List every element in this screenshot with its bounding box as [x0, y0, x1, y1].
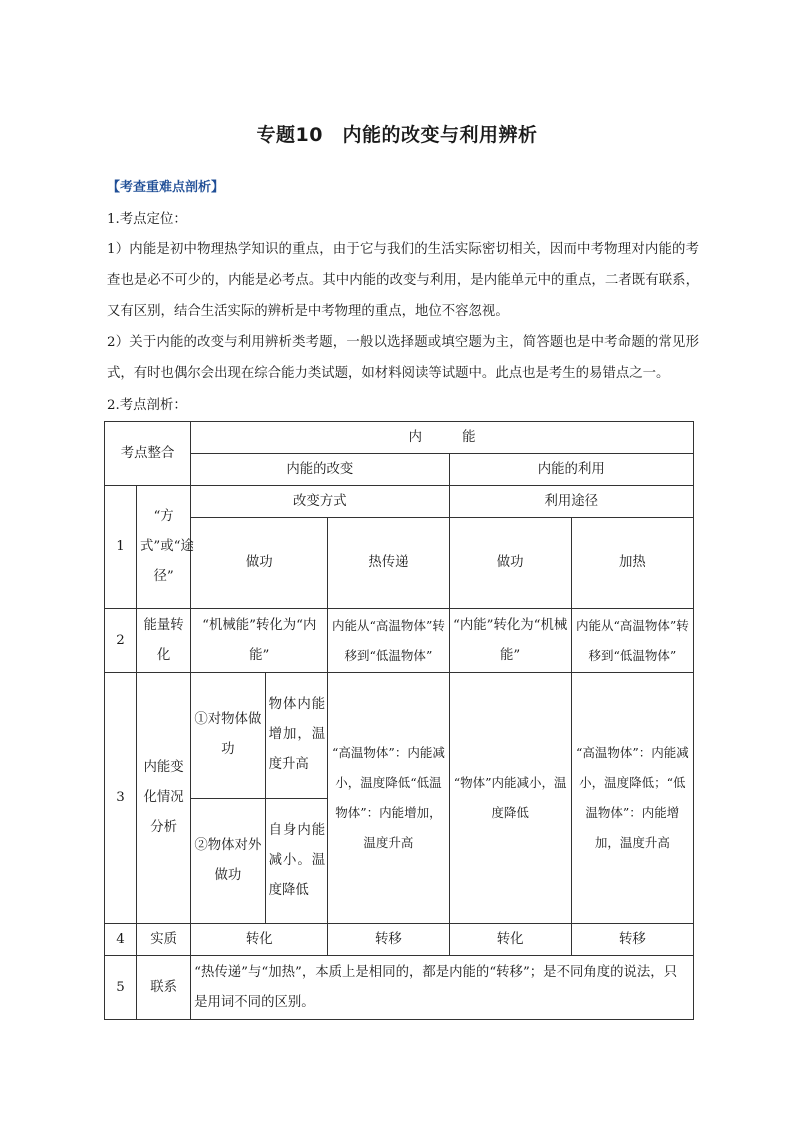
row-5-number: 5: [105, 956, 137, 1020]
row-5-label: 联系: [137, 956, 191, 1020]
cell-r4-c2: 转移: [328, 924, 449, 956]
row-3-number: 3: [105, 673, 137, 924]
row-4-number: 4: [105, 924, 137, 956]
point-location-heading: 1.考点定位：: [107, 212, 187, 227]
table-corner: 考点整合: [105, 422, 191, 486]
row-3-sub-table: [191, 673, 328, 923]
change-way-label: 改变方式: [191, 486, 449, 518]
row-1-number: 1: [105, 486, 137, 609]
paragraph-2: 2）关于内能的改变与利用辨析类考题，一般以选择题或填空题为主，简答题也是中考命题的常见形式，有时也偶尔会出现在综合能力类试题，如材料阅读等试题中。此点也是考生的易错点之一。: [107, 335, 699, 381]
cell-r2-c4: 内能从“高温物体”转移到“低温物体”: [571, 609, 693, 673]
page-title: 专题10 内能的改变与利用辨析: [256, 124, 538, 146]
row-2-number: 2: [105, 609, 137, 673]
section-heading: 【考查重难点剖析】: [107, 180, 225, 195]
header-energy-use: 内能的利用: [449, 454, 693, 486]
cell-r4-c1: 转化: [191, 924, 328, 956]
header-internal-energy: 内 能: [191, 422, 694, 454]
sub-object-does-work-label: ②物体对外做功: [191, 798, 265, 923]
cell-r3-c4: “高温物体”：内能减小，温度降低；“低温物体”：内能增加，温度升高: [571, 673, 693, 924]
sub-work-on-object-value: 物体内能增加，温度升高: [265, 673, 328, 798]
cell-r1-c4: 加热: [571, 518, 693, 609]
row-5-text: “热传递”与“加热”，本质上是相同的，都是内能的“转移”；是不同角度的说法，只是用词不同的区别。: [191, 956, 694, 1020]
analysis-table: [104, 421, 694, 1020]
row-3-nested: [191, 673, 328, 924]
row-1-label: “方式”或“途径”: [137, 486, 191, 609]
cell-r2-c3: “内能”转化为“机械能”: [449, 609, 571, 673]
sub-work-on-object-label: ①对物体做功: [191, 673, 265, 798]
cell-r1-c3: 做功: [449, 518, 571, 609]
use-way-label: 利用途径: [449, 486, 693, 518]
paragraph-1: 1）内能是初中物理热学知识的重点，由于它与我们的生活实际密切相关，因而中考物理对内能的考查也是必不可少的，内能是必考点。其中内能的改变与利用，是内能单元中的重点，二者既有联系，又有区别，结合生活实际的辨析是中考物理的重点，地位不容忽视。: [107, 242, 699, 319]
cell-r2-c2: 内能从“高温物体”转移到“低温物体”: [328, 609, 449, 673]
cell-r1-c1: 做功: [191, 518, 328, 609]
cell-r3-c3: “物体”内能减小，温度降低: [449, 673, 571, 924]
cell-r3-c2: “高温物体”：内能减小，温度降低“低温物体”：内能增加，温度升高: [328, 673, 449, 924]
analysis-heading: 2.考点剖析：: [107, 398, 187, 413]
cell-r4-c3: 转化: [449, 924, 571, 956]
cell-r1-c2: 热传递: [328, 518, 449, 609]
cell-r2-c1: “机械能”转化为“内能”: [191, 609, 328, 673]
sub-object-does-work-value: 自身内能减小。温度降低: [265, 798, 328, 923]
cell-r4-c4: 转移: [571, 924, 693, 956]
header-energy-change: 内能的改变: [191, 454, 449, 486]
row-4-label: 实质: [137, 924, 191, 956]
row-2-label: 能量转化: [137, 609, 191, 673]
row-3-label: 内能变化情况分析: [137, 673, 191, 924]
